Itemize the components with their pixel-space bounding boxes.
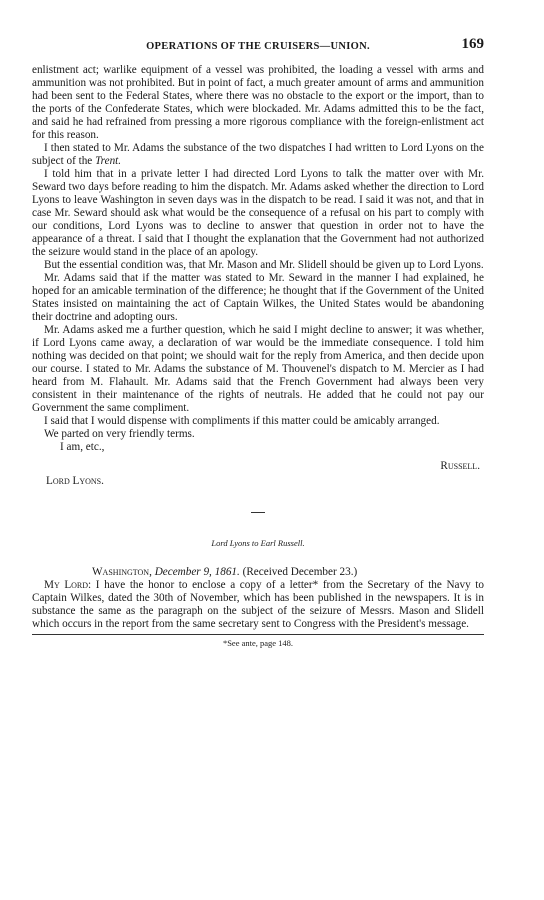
closing-line: We parted on very friendly terms. (44, 428, 195, 440)
footnote-rule (32, 634, 484, 635)
paragraph: enlistment act; warlike equipment of a vessel was prohibited, the loading a vessel with arms and ammunition was not prohibited. But in point of fact, a much greater amount of arms and ammunition had been sent to the Federal States, where there was no obstacle to the export or the import, than to the ports of the Confederate States, which were blockaded. Mr. Adams admitted this to be the fact, and said he had refrained from pressing a more rigorous compliance with the foreign-enlistment act for this reason. (32, 64, 484, 141)
paragraph: Mr. Adams asked me a further question, which he said I might decline to answer; it was whether, if Lord Lyons came away, a declaration of war would be the immediate consequence. I told him nothing was decided on that point; we should wait for the reply from America, and then decide upon our course. I stated to Mr. Adams the substance of M. Thouvenel's dispatch to M. Mercier as I had heard from M. Flahault. Mr. Adams said that the French Government had always been very consistent in their maintenance of the rights of neutrals. He added that he could not pay our Government the same compliment. (32, 324, 484, 414)
addressee: Lord Lyons. (46, 475, 104, 487)
paragraph (32, 579, 484, 631)
paragraph-text: I have the honor to enclose a copy of a letter* from the Secretary of the Navy to Captain Wilkes, dated the 30th of November, which has been published in the newspapers. It is in substance the same as the paragraph on the subject of the seizure of Messrs. Mason and Slidell which occurs in the report from the same secretary sent to Congress with the President's message. (32, 579, 484, 630)
dateline-place: Washington, (92, 566, 152, 578)
dateline-received: (Received December 23.) (242, 566, 358, 578)
paragraph: I told him that in a private letter I had directed Lord Lyons to talk the matter over with Mr. Seward two days before reading to him the dispatch. Mr. Adams asked whether the direction to Lord Lyons to leave Washington in seven days was in the dispatch to be read. I said it was not, and that in case Mr. Seward should ask what would be the consequence of a refusal on his part to comply with our conditions, Lord Lyons was to decline to answer that question in order not to have the appearance of a threat. I said that I thought the explanation that the Government had not authorized the seizure would stand in the place of an apology. (32, 168, 484, 258)
running-header (32, 36, 484, 56)
running-title: OPERATIONS OF THE CRUISERS—UNION. (146, 41, 370, 52)
paragraph (32, 142, 484, 168)
footnote: *See ante, page 148. (222, 638, 294, 648)
signature: Russell. (440, 460, 480, 472)
paragraph-text: I then stated to Mr. Adams the substance of the two dispatches I had written to Lord Lyons on the subject of the (32, 142, 484, 167)
dateline-date: December 9, 1861. (154, 566, 240, 578)
ship-name: Trent. (95, 155, 122, 167)
paragraph: Mr. Adams said that if the matter was stated to Mr. Seward in the manner I had explained, he hoped for an amicable termination of the difference; he thought that if the Government of the United States insisted on maintaining the act of Captain Wilkes, the United States would be abandoning their doctrine and adopting ours. (32, 272, 484, 323)
section-divider (251, 512, 265, 513)
paragraph: But the essential condition was, that Mr. Mason and Mr. Slidell should be given up to Lord Lyons. (44, 259, 484, 271)
dateline (32, 566, 484, 579)
closing-line: I am, etc., (60, 441, 105, 453)
page-number: 169 (461, 36, 484, 52)
document-page (32, 36, 484, 650)
paragraph: I said that I would dispense with compliments if this matter could be amicably arranged. (44, 415, 440, 427)
letter-caption: Lord Lyons to Earl Russell. (211, 538, 305, 548)
salutation: My Lord: (44, 579, 92, 591)
